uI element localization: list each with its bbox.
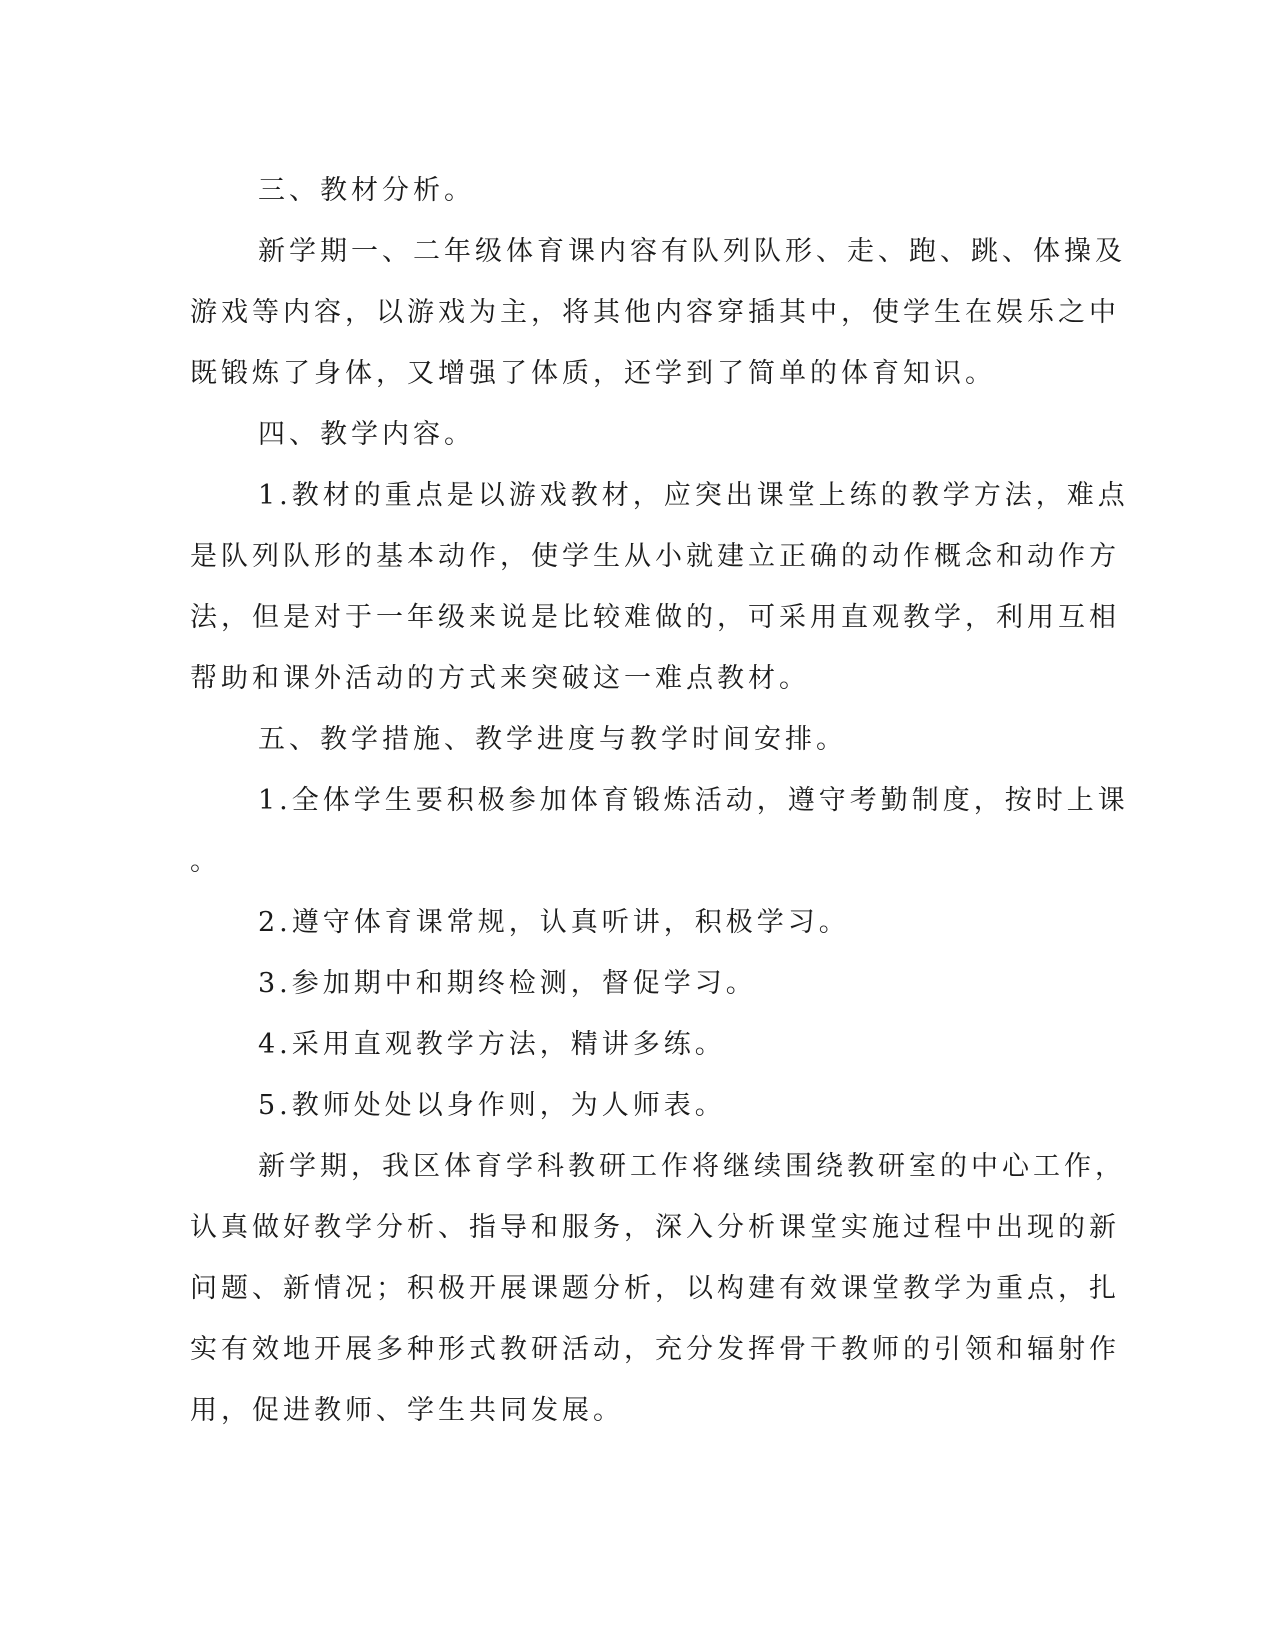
list-item-2: 2.遵守体育课常规，认真听讲，积极学习。 xyxy=(258,907,850,938)
document-body xyxy=(190,160,1129,1441)
list-item-5: 5.教师处处以身作则，为人师表。 xyxy=(258,1090,726,1121)
list-item-line: 1.全体学生要积极参加体育锻炼活动，遵守考勤制度，按时上课 xyxy=(258,785,1129,816)
paragraph-line: 是队列队形的基本动作，使学生从小就建立正确的动作概念和动作方 xyxy=(190,541,1120,572)
list-item-3: 3.参加期中和期终检测，督促学习。 xyxy=(258,968,757,999)
list-item-1 xyxy=(190,770,1129,892)
paragraph-line: 帮助和课外活动的方式来突破这一难点教材。 xyxy=(190,663,810,694)
paragraph-line: 既锻炼了身体，又增强了体质，还学到了简单的体育知识。 xyxy=(190,358,996,389)
paragraph-material-analysis xyxy=(190,221,1126,404)
paragraph-line: 问题、新情况；积极开展课题分析，以构建有效课堂教学为重点，扎 xyxy=(190,1273,1120,1304)
section-heading-3: 三、教材分析。 xyxy=(258,175,475,206)
paragraph-line: 新学期，我区体育学科教研工作将继续围绕教研室的中心工作， xyxy=(258,1151,1126,1182)
paragraph-line: 用，促进教师、学生共同发展。 xyxy=(190,1395,624,1426)
paragraph-line: 法，但是对于一年级来说是比较难做的，可采用直观教学，利用互相 xyxy=(190,602,1120,633)
section-heading-5: 五、教学措施、教学进度与教学时间安排。 xyxy=(258,724,847,755)
paragraph-research-work xyxy=(190,1136,1126,1441)
paragraph-line: 实有效地开展多种形式教研活动，充分发挥骨干教师的引领和辐射作 xyxy=(190,1334,1120,1365)
paragraph-teaching-content xyxy=(190,465,1129,709)
list-item-4: 4.采用直观教学方法，精讲多练。 xyxy=(258,1029,726,1060)
paragraph-line: 1.教材的重点是以游戏教材，应突出课堂上练的教学方法，难点 xyxy=(258,480,1129,511)
paragraph-line: 新学期一、二年级体育课内容有队列队形、走、跑、跳、体操及 xyxy=(258,236,1126,267)
paragraph-line: 认真做好教学分析、指导和服务，深入分析课堂实施过程中出现的新 xyxy=(190,1212,1120,1243)
section-heading-4: 四、教学内容。 xyxy=(258,419,475,450)
paragraph-line: 游戏等内容，以游戏为主，将其他内容穿插其中，使学生在娱乐之中 xyxy=(190,297,1120,328)
list-item-tail: 。 xyxy=(190,846,221,877)
